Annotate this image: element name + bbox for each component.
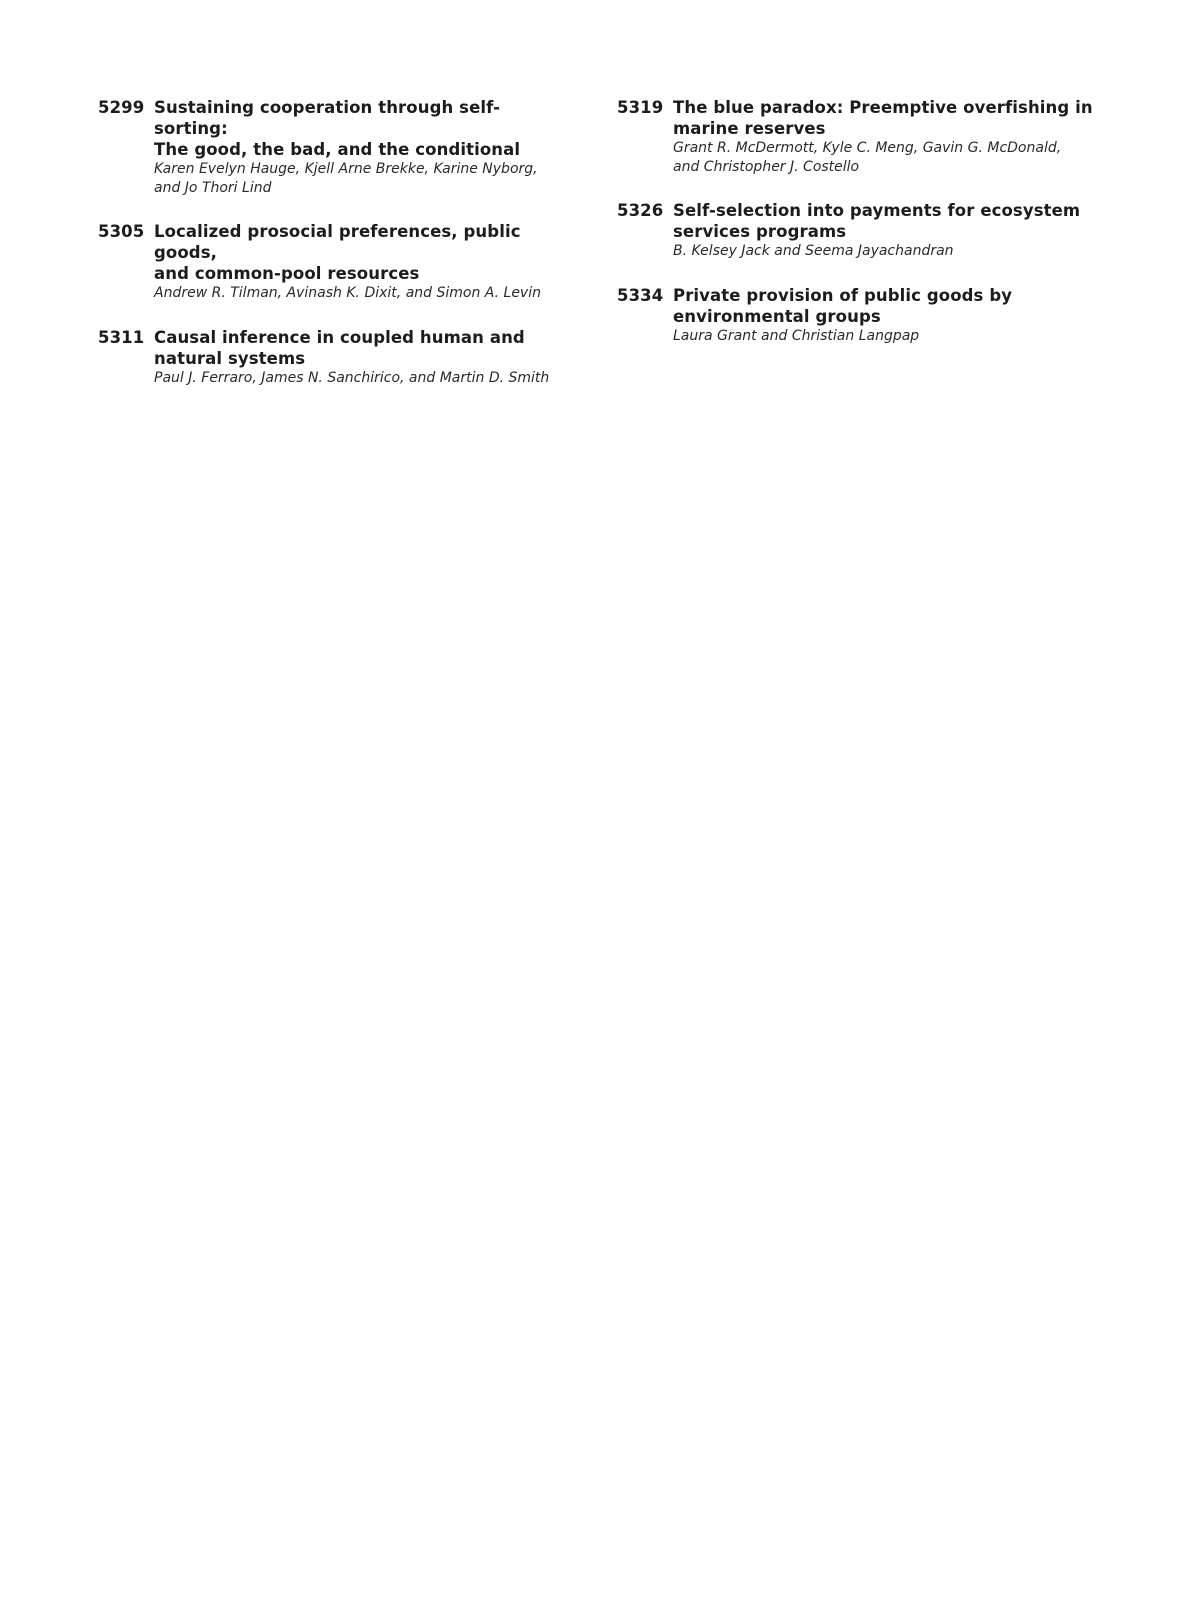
page-number: 5299 — [98, 98, 145, 117]
article-title-line: Sustaining cooperation through self-sorting: — [154, 98, 501, 138]
entry-body — [154, 327, 568, 388]
authors-line: and Jo Thori Lind — [154, 179, 272, 196]
toc-right-column — [617, 97, 1097, 369]
toc-entry[interactable] — [617, 97, 1097, 176]
article-title-line: and common-pool resources — [154, 264, 420, 283]
article-title[interactable] — [154, 327, 568, 369]
authors-line: B. Kelsey Jack and Seema Jayachandran — [673, 243, 954, 259]
article-title-line: services programs — [673, 222, 847, 241]
toc-entry[interactable] — [98, 327, 568, 388]
article-title-line: The good, the bad, and the conditional — [154, 140, 521, 159]
entry-body — [673, 285, 1097, 346]
toc-entry[interactable] — [617, 285, 1097, 346]
authors-line: Paul J. Ferraro, James N. Sanchirico, and Martin D. Smith — [154, 369, 550, 386]
article-title[interactable] — [673, 200, 1097, 242]
toc-left-column — [98, 97, 568, 411]
article-authors — [154, 160, 568, 197]
article-title-line: Self-selection into payments for ecosystem — [673, 201, 1081, 220]
authors-line: Karen Evelyn Hauge, Kjell Arne Brekke, Karine Nyborg, — [154, 161, 538, 177]
article-title[interactable] — [154, 97, 568, 160]
toc-entry[interactable] — [98, 97, 568, 197]
authors-line: Laura Grant and Christian Langpap — [673, 327, 920, 344]
entry-body — [154, 97, 568, 197]
authors-line: Andrew R. Tilman, Avinash K. Dixit, and Simon A. Levin — [154, 285, 541, 301]
toc-entry[interactable] — [98, 221, 568, 303]
article-title-line: natural systems — [154, 348, 306, 368]
article-title[interactable] — [673, 97, 1097, 139]
article-authors — [154, 284, 568, 303]
page-number: 5319 — [617, 98, 664, 117]
entry-body — [673, 200, 1097, 261]
article-title-line: marine reserves — [673, 119, 826, 138]
authors-line: Grant R. McDermott, Kyle C. Meng, Gavin G. McDonald, — [673, 140, 1062, 156]
toc-entry[interactable] — [617, 200, 1097, 261]
article-title-line: Localized prosocial preferences, public goods, — [154, 222, 521, 262]
article-title-line: Private provision of public goods by — [673, 285, 1013, 305]
authors-line: and Christopher J. Costello — [673, 158, 860, 175]
page-number: 5311 — [98, 327, 145, 347]
article-title-line: The blue paradox: Preemptive overfishing in — [673, 98, 1093, 117]
page-number: 5305 — [98, 222, 145, 241]
article-authors — [673, 139, 1097, 176]
article-authors — [154, 369, 568, 388]
entry-body — [154, 221, 568, 303]
page-number: 5326 — [617, 201, 664, 220]
article-authors — [673, 242, 1097, 261]
article-title[interactable] — [673, 285, 1097, 327]
article-authors — [673, 327, 1097, 346]
article-title[interactable] — [154, 221, 568, 284]
article-title-line: Causal inference in coupled human and — [154, 327, 525, 347]
page-number: 5334 — [617, 285, 664, 305]
article-title-line: environmental groups — [673, 306, 881, 326]
entry-body — [673, 97, 1097, 176]
